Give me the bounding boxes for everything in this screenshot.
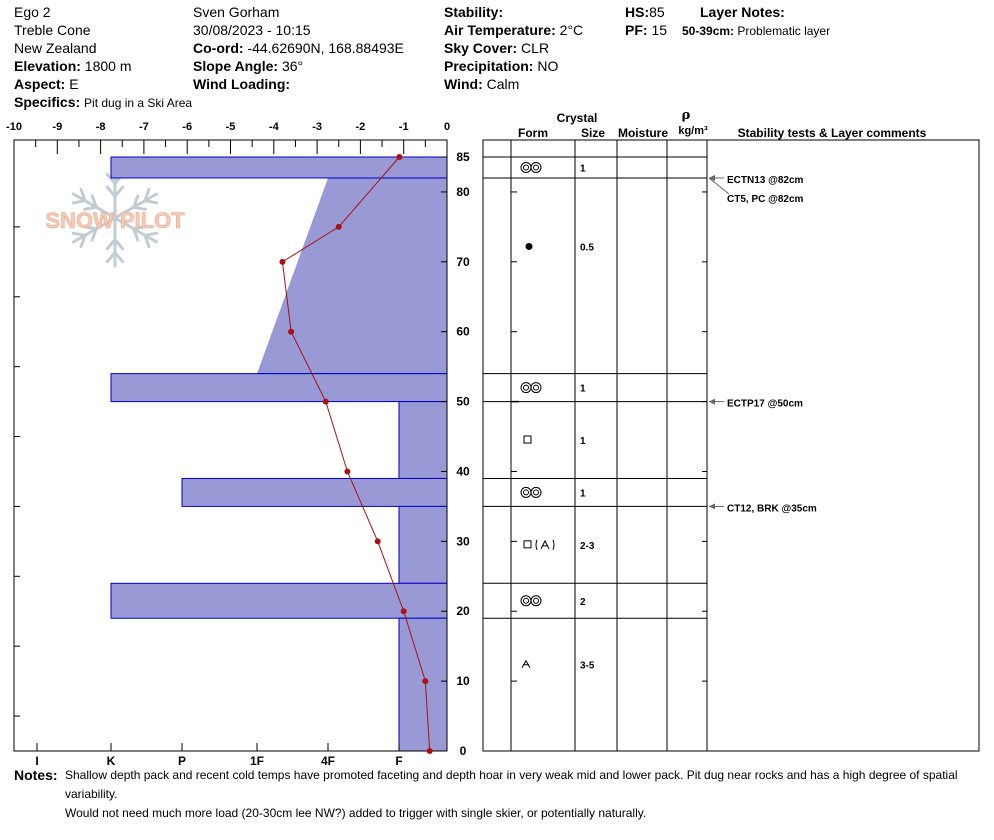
- specifics-label: Specifics:: [14, 94, 81, 110]
- crystal-size-label: 0.5: [580, 242, 594, 254]
- depth-hoar-glyph: [522, 661, 530, 668]
- air-temp-value: 2°C: [559, 22, 584, 38]
- location-name: Ego 2: [14, 4, 51, 20]
- snowflake-branch: [145, 201, 157, 203]
- depth-tick-label: 50: [456, 394, 470, 409]
- pf-label: PF:: [625, 22, 648, 38]
- snowflake-branch: [73, 201, 85, 203]
- hardness-tick-label: F: [395, 754, 403, 765]
- crystal-header: Crystal: [556, 111, 598, 125]
- hardness-tick-label: 1F: [249, 754, 265, 765]
- stability-label: Stability:: [444, 4, 504, 20]
- temp-point: [336, 224, 342, 230]
- faceted-icon: [524, 436, 531, 443]
- mountain-name: Treble Cone: [14, 22, 91, 38]
- crystal-size-label: 1: [580, 436, 586, 448]
- hardness-axis: [35, 743, 402, 765]
- temp-tick-label: -1: [398, 121, 409, 133]
- depth-tick-label: 70: [456, 254, 470, 269]
- melt-ring-outer: [531, 596, 541, 606]
- slope-value: 36°: [281, 58, 304, 74]
- melt-ring-outer: [531, 162, 541, 172]
- depth-tick-label: 40: [456, 464, 470, 479]
- melt-ring-inner: [524, 490, 529, 495]
- layer-notes-label: Layer Notes:: [700, 4, 785, 20]
- table-frame: [483, 140, 979, 751]
- observation-datetime: 30/08/2023 - 10:15: [193, 22, 311, 38]
- stability-test-label: ECTN13 @82cm: [727, 174, 804, 186]
- hardness-tick-label: K: [106, 754, 116, 765]
- stability-test-label: CT12, BRK @35cm: [727, 503, 817, 515]
- crystal-size-label: 2-3: [580, 540, 595, 552]
- observer-name: Sven Gorham: [193, 4, 280, 20]
- wind-label: Wind:: [444, 76, 483, 92]
- melt-ring-outer: [531, 383, 541, 393]
- temp-point: [422, 678, 428, 684]
- temp-point: [344, 468, 350, 474]
- temp-tick-label: -8: [95, 121, 106, 133]
- facet-square: [524, 436, 531, 443]
- melt-forms-icon: [521, 162, 541, 172]
- temp-tick-label: -2: [355, 121, 366, 133]
- stability-test-arrow: [709, 503, 715, 509]
- notes-line-2: variability.: [65, 787, 118, 801]
- melt-ring-inner: [534, 490, 539, 495]
- stability-test-label: ECTP17 @50cm: [727, 398, 803, 410]
- temp-tick-label: -9: [52, 121, 63, 133]
- melt-ring-outer: [521, 487, 531, 497]
- notes-line-1: Shallow depth pack and recent cold temps have promoted faceting and depth hoar in very weak mid and lower pack. Pit dug near rocks and has a high degree of spatial: [65, 768, 958, 782]
- coord-value: -44.62690N, 168.88493E: [247, 40, 404, 56]
- logo-text: SNOW PILOT: [45, 208, 185, 233]
- air-temp-label: Air Temperature:: [444, 22, 556, 38]
- slope-label: Slope Angle:: [193, 58, 279, 74]
- melt-forms-icon: [521, 487, 541, 497]
- temp-point: [323, 399, 329, 405]
- table-depth-ticks: [511, 192, 707, 681]
- density-unit-header: kg/m³: [678, 125, 708, 137]
- crystal-size-label: 2: [580, 596, 586, 608]
- melt-ring-inner: [534, 598, 539, 603]
- aspect-label: Aspect:: [14, 76, 66, 92]
- paren-open: [536, 540, 537, 550]
- hardness-layer-4: [182, 478, 447, 506]
- elevation-label: Elevation:: [14, 58, 81, 74]
- faceted-depth-hoar-icon: [524, 540, 554, 550]
- hardness-layer-2: [111, 374, 447, 402]
- temp-tick-label: -5: [225, 121, 236, 133]
- graupel-dot: [526, 243, 533, 250]
- temp-tick-label: -4: [268, 121, 279, 133]
- pf-value: 15: [651, 22, 668, 38]
- size-header: Size: [580, 126, 606, 140]
- hardness-layer-6: [111, 583, 447, 618]
- crystal-size-label: 1: [580, 163, 586, 175]
- facet-square: [524, 541, 531, 548]
- depth-tick-label: 80: [456, 184, 470, 199]
- temp-tick-label: -7: [139, 121, 149, 133]
- stability-test-label: CT5, PC @82cm: [727, 193, 804, 205]
- temp-point: [401, 608, 407, 614]
- layer-note-range: 50-39cm:: [682, 24, 735, 38]
- melt-forms-icon: [521, 596, 541, 606]
- melt-ring-inner: [524, 598, 529, 603]
- stability-header: Stability tests & Layer comments: [737, 126, 927, 140]
- melt-ring-inner: [524, 165, 529, 170]
- notes-section: [14, 766, 984, 820]
- temp-point: [375, 538, 381, 544]
- depth-hoar-glyph: [541, 541, 549, 549]
- depth-hoar-icon: [522, 661, 530, 668]
- depth-tick-label: 60: [456, 324, 470, 339]
- depth-tick-label: 30: [456, 534, 470, 549]
- temp-tick-label: -10: [6, 121, 22, 133]
- depth-tick-label: 85: [456, 150, 470, 164]
- hardness-tick-label: 4F: [320, 754, 336, 765]
- graupel-icon: [526, 243, 533, 250]
- temp-tick-label: 0: [443, 121, 451, 133]
- hs-value: 85: [649, 4, 665, 20]
- temp-point: [288, 329, 294, 335]
- melt-forms-icon: [521, 383, 541, 393]
- melt-ring-outer: [521, 162, 531, 172]
- hs-label: HS:: [625, 4, 650, 20]
- region-name: New Zealand: [14, 40, 97, 56]
- snowflake-branch: [73, 233, 85, 235]
- wind-value: Calm: [486, 76, 520, 92]
- precipitation-value: NO: [537, 58, 559, 74]
- notes-line-3: Would not need much more load (20-30cm lee NW?) added to trigger with single skier, or potentially naturally.: [65, 806, 647, 820]
- hardness-layer-3: [399, 402, 447, 479]
- coord-label: Co-ord:: [193, 40, 244, 56]
- precipitation-label: Precipitation:: [444, 58, 534, 74]
- depth-tick-label: 10: [456, 674, 470, 689]
- hardness-tick-label: I: [35, 754, 39, 765]
- depth-tick-label: 20: [456, 604, 470, 619]
- crystal-rows: [483, 157, 707, 672]
- temp-point: [279, 259, 285, 265]
- paren-close: [553, 540, 554, 550]
- hardness-layers: [111, 157, 447, 751]
- moisture-header: Moisture: [617, 126, 669, 140]
- specifics-value: Pit dug in a Ski Area: [84, 96, 193, 110]
- temperature-axis: [6, 121, 450, 154]
- melt-ring-outer: [531, 487, 541, 497]
- sky-cover-label: Sky Cover:: [444, 40, 518, 56]
- melt-ring-outer: [521, 383, 531, 393]
- sky-cover-value: CLR: [521, 40, 550, 56]
- melt-ring-inner: [534, 385, 539, 390]
- hardness-layer-5: [399, 506, 447, 583]
- temp-tick-label: -3: [312, 121, 322, 133]
- stability-test-leader: [709, 178, 729, 194]
- temp-point: [396, 154, 402, 160]
- melt-ring-outer: [521, 596, 531, 606]
- crystal-size-label: 3-5: [580, 660, 595, 672]
- crystal-size-label: 1: [580, 488, 586, 500]
- snowpilot-logo: [45, 170, 185, 266]
- depth-tick-label: 0: [459, 744, 467, 758]
- form-header: Form: [518, 126, 548, 140]
- elevation-value: 1800 m: [84, 58, 132, 74]
- notes-label: Notes:: [14, 767, 58, 783]
- melt-ring-inner: [534, 165, 539, 170]
- stability-tests: [709, 175, 817, 514]
- hardness-layer-1: [257, 178, 447, 374]
- layer-note-text: Problematic layer: [737, 24, 831, 38]
- aspect-value: E: [69, 76, 79, 92]
- hardness-tick-label: P: [177, 754, 187, 765]
- snowflake-branch: [145, 233, 157, 235]
- density-rho-header: ρ: [681, 108, 691, 123]
- wind-loading-label: Wind Loading:: [193, 76, 291, 92]
- crystal-size-label: 1: [580, 383, 586, 395]
- temp-tick-label: -6: [182, 121, 193, 133]
- stability-test-arrow: [709, 399, 715, 405]
- temp-point: [427, 748, 433, 754]
- hardness-layer-7: [399, 618, 447, 751]
- crystal-table: [483, 108, 979, 751]
- melt-ring-inner: [524, 385, 529, 390]
